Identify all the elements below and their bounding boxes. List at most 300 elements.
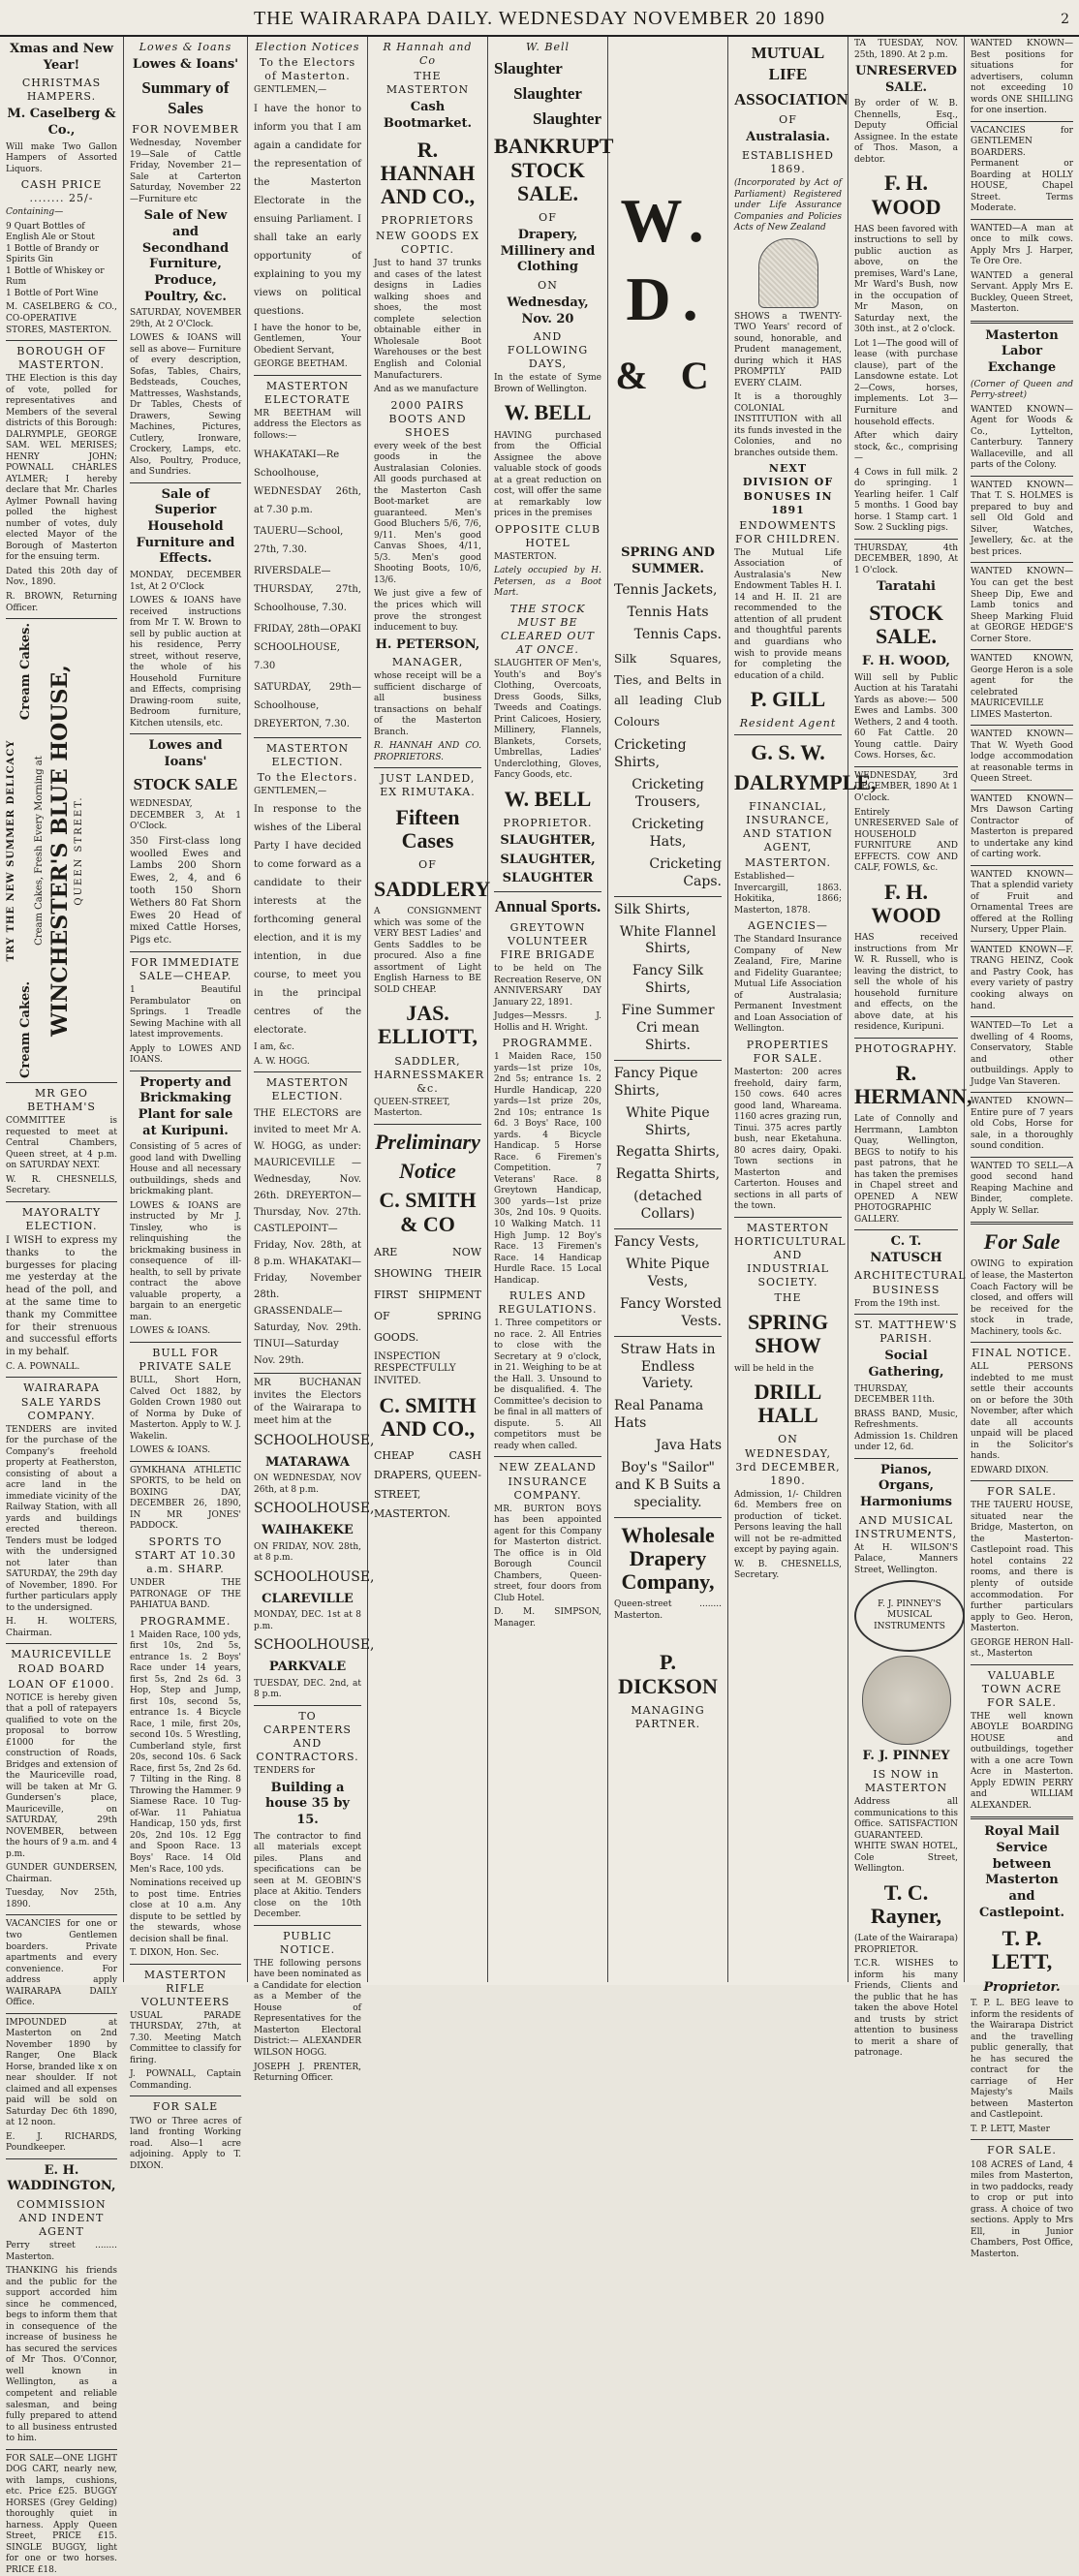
bonus: NEXT DIVISION OF BONUSES IN 1891: [742, 462, 834, 516]
rayner: T. C. Rayner,: [870, 1879, 942, 1928]
pinney-text: IS NOW in MASTERTON: [864, 1767, 948, 1794]
date-1: ON WEDNESDAY, NOV 26th, at 8 p.m.: [254, 1474, 361, 1495]
pinney: F. J. PINNEY: [862, 1749, 950, 1764]
schedule-4: FRIDAY, 28th—OPAKI SCHOOLHOUSE, 7.30: [254, 623, 361, 671]
mon-date: MONDAY, DECEMBER 1st, At 2 O'Clock: [130, 570, 241, 592]
loan-date: Tuesday, Nov 25th, 1890.: [6, 1888, 117, 1909]
lett-sig: T. P. LETT, Master: [971, 2124, 1050, 2134]
straw-hats: Straw Hats in Endless Variety.: [620, 1341, 716, 1392]
nb: We just give a few of the prices which will prove the strongest inducement to buy.: [374, 589, 481, 634]
date-2: ON FRIDAY, NOV. 28th, at 8 p.m.: [254, 1541, 361, 1564]
dickson: P. DICKSON: [618, 1650, 718, 1698]
wbell-title-2: W. BELL: [504, 786, 592, 811]
impounded-sig: E. J. RICHARDS, Poundkeeper.: [6, 2131, 117, 2154]
regatta-1: Regatta Shirts,: [615, 1144, 721, 1161]
colonial: It is a thoroughly COLONIAL INSTITUTION with all its funds invested in the Colonies, and no branches outside them.: [734, 392, 842, 458]
elliott-addr: QUEEN-STREET, Masterton.: [374, 1097, 450, 1119]
wanted-8: WANTED KNOWN—That W. Wyeth Good lodge accommodation at reasonable terms in Queen Street.: [971, 729, 1073, 785]
detached-collars: (detached Collars): [633, 1189, 702, 1223]
silk-squares: Silk Squares, Ties, and Belts in all leading Club Colours: [614, 651, 722, 729]
mauriceville-heading: MAURICEVILLE ROAD BOARD: [11, 1648, 112, 1675]
masthead: [0, 0, 1079, 37]
pique-1: Fancy Pique Shirts,: [614, 1065, 698, 1099]
unreserved-text: By order of W. B. Chennells, Esq., Deputy Official Assignee. In the estate of Thos. Mason, a debtor.: [854, 99, 958, 165]
hannah-title: R. HANNAH AND CO.,: [380, 137, 476, 208]
wilson: At H. WILSON'S Palace, Manners Street, Wellington.: [854, 1542, 958, 1575]
bell-wednesday: Wednesday, Nov. 20: [507, 295, 589, 326]
hogg-sig: A. W. HOGG.: [254, 1056, 310, 1067]
pique-2: White Pique Shirts,: [626, 1104, 710, 1138]
dalrymple: DALRYMPLE,: [734, 769, 877, 794]
drill-sig: W. B. CHESNELLS, Secretary.: [734, 1559, 842, 1581]
wanted-10: WANTED KNOWN—That a splendid variety of Fruit and Ornamental Trees are offered at the Rolling Nursery, Upper Plain.: [971, 869, 1073, 936]
taratahi: Taratahi: [877, 579, 936, 595]
wd-logo: W. D.: [620, 185, 716, 334]
sales-text: Wednesday, November 19—Sale of Cattle Friday, November 21—Sale at Carterton Saturday, November 22—Furniture etc: [130, 139, 241, 204]
fhwood-text: HAS been favored with instructions to sell by public auction as above, on the premises, Ward's Lane, Mr Ward's Bush, now in the occupation of Mr Mason, on Saturday next, the 30th inst., at 2 o'clock.: [854, 224, 958, 335]
column-9: [965, 37, 1079, 2259]
mayoralty-heading: MAYORALTY ELECTION.: [21, 1205, 102, 1232]
winchester-try: TRY THE NEW SUMMER DELICACY: [6, 739, 16, 962]
queen-street: Queen-street ........ Masterton.: [614, 1599, 722, 1621]
greytown: GREYTOWN VOLUNTEER FIRE BRIGADE: [500, 920, 596, 961]
gentlemen-2: GENTLEMEN,—: [254, 786, 327, 796]
column-5: [488, 37, 614, 1982]
waddington-text: THANKING his friends and the public for the support accorded him since he commenced, begs to inform them that in consequence of the increase of business he has secured the services of Mr Thos. O'Connor, well known in Wellington, as a competent and reliable salesman, and being fully prepared to attend to all business entrusted to him.: [6, 2266, 117, 2444]
fhwood-2: F. H. WOOD,: [862, 654, 950, 669]
column-4: [368, 37, 491, 1982]
hermann: R. HERMANN,: [854, 1060, 972, 1108]
manager-text: whose receipt will be a sufficient discharge of all business transactions on behalf of the Masterton Branch.: [374, 671, 481, 737]
elliott-sub: SADDLER, HARNESSMAKER &c.: [374, 1054, 485, 1095]
mon-text: LOWES & IOANS have received instructions from Mr T. W. Brown to sell by public auction at his residence, Perry street, without reserve, the whole of his Household Furniture and Effects, comprising Drawing-room suite, Bedroom furniture, Kitchen utensils, etc.: [130, 596, 241, 729]
unreserved: UNRESERVED SALE.: [855, 64, 957, 95]
rifle-sig: J. POWNALL, Captain Commanding.: [130, 2069, 241, 2091]
will-be: will be held in the: [734, 1363, 815, 1374]
winchester-blue-house: WINCHESTER'S BLUE HOUSE,: [47, 665, 74, 1037]
bankrupt: BANKRUPT STOCK SALE.: [494, 134, 614, 205]
wanted-1: WANTED KNOWN—Best positions for situations for advertisers, column not exceeding 10 words ONE SHILLING for one insertion.: [971, 39, 1073, 116]
hermann-text: Late of Connolly and Herrmann, Lambton Quay, Wellington, BEGS to notify to his past patrons, that he has taken the premises in Chapel street and OPENED A NEW PHOTOGRAPHIC GALLERY.: [854, 1114, 958, 1225]
hogg-close: I am, &c.: [254, 1042, 294, 1053]
for-sale-text: FOR SALE—ONE LIGHT DOG CART, nearly new, with lamps, cushions, etc. Price £25. BUGGY HORSES (Grey Gelding) thoroughly quiet in harness. Apply Queen Street, PRICE £15. SINGLE BUGGY, light for one or two horses. PRICE £18.: [6, 2453, 117, 2575]
sch-2: SCHOOLHOUSE,: [254, 1501, 375, 1517]
column-3: [248, 37, 375, 2084]
of-label: OF: [539, 210, 557, 224]
slaughter-1: Slaughter: [494, 59, 563, 78]
kiln-text: LOWES & IOANS are instructed by Mr J. Tinsley, who is relinquishing the brickmaking business in consequence of ill-health, to sell by private contract the above valuable property, a bargain to an energetic man.: [130, 1200, 241, 1322]
patrons: UNDER THE PATRONAGE OF THE PAHIATUA BAND.: [130, 1578, 241, 1611]
public-sig: JOSEPH J. PRENTER, Returning Officer.: [254, 2062, 361, 2084]
financial: FINANCIAL, INSURANCE, AND STATION AGENT,: [743, 799, 833, 853]
new-goods: NEW GOODS EX COPTIC.: [376, 230, 479, 257]
slaughter-6: SLAUGHTER: [502, 871, 594, 886]
taueru: THE TAUERU HOUSE, situated near the Bridge, Masterton, on the Masterton-Castlepoint road. This hotel contains 22 rooms, and there is plenty of outside accommodation. For further particulars apply to Geo. Heron, Masterton.: [971, 1501, 1073, 1634]
election3-heading: MASTERTON ELECTION.: [265, 1076, 350, 1103]
sports-programme-text: 1 Maiden Race, 150 yards—1st prize 10s, 2nd 5s; entrance 1s. 2 Hurdle Handicap, 220 yards—1st prize 20s, 2nd 10s; entrance 1s 6d. 3 Boys' Race, 100 yards. 4 Bicycle Handicap. 5 Horse Race. 6 Firemen's Competition. 7 Veterans' Race. 8 Greytown Handicap, 300 yards—1st prize 30s, 2nd 10s. 9 Quoits. 10 Walking Match. 11 High Jump. 12 Boy's Race. 13 Firemen's Race. 14 Handicap Hurdle Race. 15 Local Handicap.: [494, 1052, 601, 1286]
electors-close: I have the honor to be, Gentlemen, Your Obedient Servant,: [254, 323, 361, 356]
col4-header: R Hannah and Co: [383, 41, 473, 68]
silk-shirts: Silk Shirts,: [614, 901, 691, 917]
impounded-text: IMPOUNDED at Masterton on 2nd November 1890 by Ranger, One Black Horse, branded like x on near shoulder. If not claimed and all expenses paid will be sold on Saturday Dec 6th 1890, at 12 noon.: [6, 2017, 117, 2128]
lowes-title: Lowes & Ioans': [132, 57, 239, 73]
mutual-of: OF: [779, 113, 797, 127]
sat-text: LOWES & IOANS will sell as above— Furniture of every description, Sofas, Tables, Chairs, Bedsteads, Couches, Mattresses, Washstands, Dr Tables, Chests of Drawers, Sewing Machines, Pictures, Cutlery, Ironware, Crockery, Lamps, etc. Also, Poultry, Produce, and Sundries.: [130, 333, 241, 478]
column-7: [728, 37, 877, 1982]
winchester-street: QUEEN STREET.: [74, 795, 85, 906]
wanted-12: WANTED—To Let a dwelling of 4 Rooms, Conservatory, Stable and other outbuildings. Apply to Judge Van Staveren.: [971, 1021, 1073, 1087]
social-text: BRASS BAND, Music, Refreshments. Admission 1s. Children under 12, 6d.: [854, 1409, 958, 1453]
sale-yards-sig: H. H. WOLTERS, Chairman.: [6, 1617, 117, 1638]
wanted-6: WANTED KNOWN—You can get the best Sheep Dip, Ewe and Lamb tonics and Sheep Marking Fluid at GEORGE HEDGE'S Corner Store.: [971, 567, 1073, 644]
bethams-heading: MR GEO BETHAM'S: [27, 1087, 96, 1114]
vests-1: Fancy Vests,: [614, 1234, 699, 1251]
wanted-9: WANTED KNOWN—Mrs Dawson Carting Contractor of Masterton is prepared to undertake any kind of carting work.: [971, 793, 1073, 860]
pairs: 2000 PAIRS BOOTS AND SHOES: [388, 398, 467, 439]
wanted-3: WANTED a general Servant. Apply Mrs E. Buckley, Queen Street, Masterton.: [971, 270, 1073, 315]
wholesale-drapery: Wholesale Drapery Company,: [621, 1522, 715, 1595]
motto: SHOWS a TWENTY-TWO Years' record of sound, honorable, and Prudent management, during which it HAS PROMPTLY PAID EVERY CLAIM.: [734, 311, 842, 388]
pinney-logo: F. J. PINNEY'S MUSICAL INSTRUMENTS: [854, 1580, 965, 1652]
summer-shirts: Fine Summer Cri mean Shirts.: [621, 1003, 715, 1053]
private-sig: Apply to LOWES AND IOANS.: [130, 1043, 241, 1066]
schedule-5: SATURDAY, 29th—Schoolhouse, DREYERTON, 7.30.: [254, 681, 361, 729]
stock-sale: STOCK SALE.: [869, 600, 943, 649]
drill-text: Admission, 1/- Children 6d. Members free on production of ticket. Persons leaving the hall will not be re-admitted except by paying again.: [734, 1489, 842, 1556]
annual-sports: Annual Sports.: [494, 897, 601, 916]
sch-1: SCHOOLHOUSE,: [254, 1432, 375, 1448]
tenders: TENDERS for: [254, 1766, 316, 1777]
gym-rules-sig: T. DIXON, Hon. Sec.: [130, 1948, 219, 1959]
sports-start: SPORTS TO START AT 10.30 a.m. SHARP.: [135, 1535, 236, 1575]
natusch: C. T. NATUSCH: [870, 1234, 942, 1265]
for-november: FOR NOVEMBER: [132, 123, 239, 137]
lett-text: T. P. L. BEG leave to inform the residents of the Wairarapa District and the travelling public generally, that he has secured the contract for the carriage of Her Majesty's Mails between Masterton and Castlepoint.: [971, 1999, 1073, 2121]
wed: WEDNESDAY, 3rd DECEMBER, 1890 At 1 O'clock.: [854, 770, 958, 803]
spring-show: SPRING SHOW: [747, 1310, 829, 1358]
xmas-sub: CHRISTMAS HAMPERS.: [21, 77, 102, 104]
winchester-fresh: Cream Cakes, Fresh Every Morning at: [34, 756, 46, 946]
social-date: THURSDAY, DECEMBER 11th.: [854, 1383, 936, 1406]
column-6: [608, 37, 728, 1982]
wanted-2: WANTED—A man at once to milk cows. Apply Mrs J. Harper, Te Ore Ore.: [971, 223, 1073, 267]
slaughter-5: SLAUGHTER,: [500, 852, 596, 867]
endow: ENDOWMENTS FOR CHILDREN.: [735, 518, 841, 545]
regatta-2: Regatta Shirts,: [615, 1166, 721, 1183]
wanted-4: WANTED KNOWN—Agent for Woods & Co., Lyttelton, Canterbury. Tannery Wallaceville, and all parts of the Colony.: [971, 404, 1073, 471]
stock-heading: Lowes and Ioans': [148, 738, 223, 769]
worsted-vests: Fancy Worsted Vests.: [620, 1295, 722, 1329]
resident-agent: Resident Agent: [739, 717, 837, 730]
bull-sig: LOWES & IOANS.: [130, 1445, 211, 1456]
col2-header: Lowes & Ioans: [139, 41, 232, 53]
cricket-caps: Cricketing Caps.: [649, 855, 722, 889]
after: After which dairy stock, &c., comprising—: [854, 431, 958, 464]
panama-hats: Real Panama Hats: [614, 1398, 704, 1432]
columns: [0, 37, 1079, 2575]
schedule-2: TAUERU—School, 27th, 7.30.: [254, 525, 344, 555]
wanted-13: WANTED KNOWN—Entire pure of 7 years old Cobs, Horse for sale, in a thoroughly sound condition.: [971, 1097, 1073, 1152]
pianos: Pianos, Organs, Harmoniums: [860, 1462, 952, 1509]
saddlery-text: A CONSIGNMENT which was some of the VERY BEST Ladies' and Gents Saddles to be procured. Also a fine assortment of Light English Harness to BE SOLD CHEAP.: [374, 907, 481, 995]
loan-heading: LOAN OF £1000.: [8, 1677, 115, 1691]
schedule-3: RIVERSDALE—THURSDAY, 27th, Schoolhouse, 7.30.: [254, 565, 361, 613]
slaughter-3: Slaughter: [533, 109, 601, 128]
bell-list: SLAUGHTER OF Men's, Youth's and Boy's Clothing, Overcoats, Dress Goods, Silks, Tweeds and Coatings. Print Calicoes, Hosiery, Millinery, Flannels, Blankets, Corsets, Umbrellas, Ladies' Underclothing, Gloves, Fancy Goods, etc.: [494, 659, 601, 781]
gym-programme: PROGRAMME.: [139, 1614, 231, 1628]
borough-dated: Dated this 20th day of Nov., 1890.: [6, 566, 117, 588]
on-label: ON: [538, 278, 558, 292]
place-clareville: CLAREVILLE: [262, 1591, 354, 1606]
musical: AND MUSICAL INSTRUMENTS,: [854, 1513, 958, 1540]
gsw: G. S. W.: [751, 740, 825, 765]
loan-text: NOTICE is hereby given that a poll of ratepayers qualified to vote on the proposal to borrow £1000 for the construction of Roads, Bridges and extension of the Mauriceville road, will be taken at Mr G. Gundersen's place, Mauriceville, on SATURDAY, 29th NOVEMBER, between the hours of 9 a.m. and 4 p.m.: [6, 1692, 117, 1859]
public-text: THE following persons have been nominated as a Candidate for election as a Member of the House of Representatives for the Masterton Electoral District:— ALEXANDER WILSON HOGG.: [254, 1958, 361, 2058]
fancy-silk: Fancy Silk Shirts,: [632, 963, 704, 997]
mayoralty-sig: C. A. POWNALL.: [6, 1361, 80, 1372]
tennis-hats: Tennis Hats: [627, 605, 709, 621]
masthead-title: THE WAIRARAPA DAILY. WEDNESDAY NOVEMBER 20 1890: [253, 8, 826, 29]
cricket-trousers: Cricketing Trousers,: [632, 777, 704, 811]
wbell-title: W. BELL: [504, 400, 592, 425]
drapers: CHEAP CASH DRAPERS, QUEEN-STREET, MASTERTON.: [374, 1449, 481, 1520]
electors-text: I have the honor to inform you that I am again a candidate for the representation of the Masterton Electorate in the ensuing Parliament. I shall take an early opportunity of explaining to you my views on political questions.: [254, 103, 361, 317]
cash-price: CASH PRICE ........ 25/-: [20, 178, 103, 205]
to-be-held: to be held on The Recreation Reserve, ON ANNIVERSARY DAY January 22, 1891.: [494, 964, 601, 1008]
borough-text: THE Election is this day of vote, polled for representatives and Members of the several districts of this Borough: DALRYMPLE, GEORGE SAM. WEL MERISES; HENRY JOHN; POWNALL CHARLES AYLMER; I hereby declare that Mr. Charles Aylmer Pownall having polled the highest number of votes, duly elected Mayor of the Borough of Masterton for the ensuing term.: [6, 374, 117, 563]
bethams-sig: W. R. CHESNELLS, Secretary.: [6, 1174, 117, 1196]
mutual-1: MUTUAL LIFE: [751, 44, 825, 83]
the-label: THE: [774, 1291, 802, 1305]
column-2: [124, 37, 248, 2171]
superior-heading: Sale of Superior Household Furniture and Effects.: [136, 486, 235, 567]
heron: GEORGE HERON Hall-st., Masterton: [971, 1637, 1073, 1660]
list-item: 1 Bottle of Brandy or Spirits Gin: [6, 243, 100, 265]
gym-programme-text: 1 Maiden Race, 100 yds, first 10s, 2nd 5s, entrance 1s. 2 Boys' Race under 14 years, first 5s, 2nd 2s 6d. 3 Hop, Step and Jump, first 10s, second 5s, entrance 1s. 4 Bicycle Race, 1 mile, first 20s, second 10s. 5 Wrestling, Cumberland style, first 20s, second 10s. 6 Sack Race, first 5s, 2nd 2s 6d. 7 Tilting in the Ring. 8 Throwing the Hammer. 9 Siamese Race. 10 Tug-of-War. 11 Pahiatua Handicap, 150 yds, first 20s, 2nd 10s. 12 Egg and Spoon Race. 13 Boys' Race. 14 Old Men's Race, 100 yds.: [130, 1629, 241, 1875]
for-sale-heading: For Sale: [983, 1229, 1061, 1255]
gentlemen: GENTLEMEN,—: [254, 85, 327, 96]
place-waihakeke: WAIHAKEKE: [262, 1523, 354, 1538]
date-3: MONDAY, DEC. 1st at 8 p.m.: [254, 1610, 361, 1631]
lately: Lately occupied by H. Petersen, as a Boot Mart.: [494, 566, 601, 599]
caselberg-text: Will make Two Gallon Hampers of Assorted Liquors.: [6, 141, 117, 174]
bull-heading: BULL FOR PRIVATE SALE: [139, 1346, 232, 1374]
manager: MANAGER,: [391, 656, 464, 669]
hannah-prices: And as we manufacture: [374, 385, 478, 395]
buchanan-text: MR BUCHANAN invites the Electors of the Wairarapa to meet him at the: [254, 1378, 361, 1426]
bethams-text: COMMITTEE is requested to meet at Central Chambers, Queen street, at 4 p.m. on SATURDAY NEXT.: [6, 1116, 117, 1171]
drapery: Drapery, Millinery and Clothing: [500, 227, 596, 275]
vacancies: VACANCIES for GENTLEMEN BOARDERS. Permanent or Boarding at HOLLY HOUSE, Chapel Street. Terms Moderate.: [971, 125, 1073, 214]
wanted-11: WANTED KNOWN—F. TRANG HEINZ, Cook and Pastry Cook, has every variety of pastry cooking always on hand.: [971, 945, 1073, 1011]
established-2: Established—Invercargill, 1863. Hokitika, 1866; Masterton, 1878.: [734, 872, 842, 916]
schedule-1: WHAKATAKI—Re Schoolhouse, WEDNESDAY 26th, at 7.30 p.m.: [254, 449, 361, 515]
endow-text: The Mutual Life Association of Australasia's New Endowment Tables H. I. 14 and H. II. 21 are recommended to the attention of all prudent and thoughtful parents and guardians who wish to provide means for completing the education of a child.: [734, 547, 842, 681]
valuable: VALUABLE TOWN ACRE FOR SALE.: [981, 1668, 1063, 1709]
gym-rules: Nominations received up to post time. Entries close at 10 a.m. Any dispute to be settled by the stewards, whose decision shall be final.: [130, 1878, 241, 1944]
lett-proprietor: Proprietor.: [983, 1979, 1061, 1995]
public-notice-heading: PUBLIC NOTICE.: [279, 1929, 336, 1956]
valuable-text: THE well known ABOYLE BOARDING HOUSE and outbuildings, together with a one acre Town Acre in Masterton. Apply EDWIN PERRY and WILLIAM ALEXANDER.: [971, 1711, 1073, 1811]
list-item: 9 Quart Bottles of English Ale or Stout: [6, 221, 95, 243]
tuesday: TA TUESDAY, NOV. 25th, 1890. At 2 p.m.: [854, 39, 958, 60]
bull-text: BULL, Short Horn, Calved Oct 1882, by Golden Crown 1980 out of Norma by Duke of Masterton. Apply to W. J. Wakelin.: [130, 1376, 241, 1442]
sch-3: SCHOOLHOUSE,: [254, 1568, 375, 1585]
caselberg-title: M. Caselberg & Co.,: [7, 107, 116, 139]
must-clear: THE STOCK MUST BE CLEARED OUT AT ONCE.: [501, 602, 595, 657]
beetham-text: MR BEETHAM will address the Electors as follows:—: [254, 408, 361, 441]
established: ESTABLISHED 1869.: [742, 148, 834, 176]
sale-new-heading: Sale of New and Secondhand Furniture, Produce, Poultry, &c.: [141, 208, 230, 304]
fhwood-3: F. H. WOOD: [871, 879, 941, 927]
java-hats: Java Hats: [655, 1438, 722, 1454]
the-masterton: THE MASTERTON: [385, 70, 470, 97]
gill: P. GILL: [750, 687, 826, 712]
csmith-text: ARE NOW SHOWING THEIR FIRST SHIPMENT OF SPRING GOODS.: [374, 1245, 481, 1344]
drill-date: ON WEDNESDAY, 3rd DECEMBER, 1890.: [735, 1433, 841, 1487]
waddington-sub: COMMISSION AND INDENT AGENT: [16, 2198, 107, 2239]
loan-sig: GUNDER GUNDERSEN, Chairman.: [6, 1863, 117, 1884]
rules-heading: RULES AND REGULATIONS.: [498, 1289, 598, 1317]
slaughter-4: SLAUGHTER,: [500, 833, 596, 849]
photo: PHOTOGRAPHY.: [854, 1041, 958, 1055]
final-sig: EDWARD DIXON.: [971, 1465, 1049, 1475]
nz-sig: D. M. SIMPSON, Manager.: [494, 1607, 601, 1629]
property-heading: Property and Brickmaking Plant for sale at Kuripuni.: [138, 1074, 233, 1138]
nz-insurance: NEW ZEALAND INSURANCE COMPANY.: [499, 1461, 597, 1502]
electors-sig: GEORGE BEETHAM.: [254, 359, 348, 370]
winchester-vertical-ad: [6, 623, 117, 1078]
wd-and-c: & C: [615, 354, 721, 398]
slaughter-2: Slaughter: [513, 83, 582, 103]
to-electors: To the Electors of Masterton.: [259, 56, 356, 83]
acres-108: 108 ACRES of Land, 4 miles from Masterton, in two paddocks, ready to crop or put into grass. A choice of two sections. Apply to Mrs Ell, in Junior Chambers, Post Office, Masterton.: [971, 2159, 1073, 2259]
mutual-crest-icon: [758, 238, 818, 308]
column-8: [848, 37, 972, 2059]
sailor-suits: Boy's "Sailor" and K B Suits a speciality.: [614, 1460, 722, 1510]
for-sale-3: FOR SALE.: [987, 2144, 1057, 2157]
saddlery: SADDLERY: [374, 876, 491, 901]
australasia: Australasia.: [746, 130, 830, 145]
col3-header: Election Notices: [255, 41, 360, 53]
of-label: OF: [418, 857, 437, 871]
social: Social Gathering,: [868, 1349, 944, 1380]
horticultural: MASTERTON HORTICULTURAL AND INDUSTRIAL SOCIETY.: [734, 1221, 847, 1289]
gymkhana-text: GYMKHANA ATHLETIC SPORTS, to be held on BOXING DAY, DECEMBER 26, 1890, IN MR JONES' PADDOCK.: [130, 1465, 241, 1532]
stock-date: WEDNESDAY, DECEMBER 3, At 1 O'Clock.: [130, 799, 241, 832]
notice: Notice: [399, 1159, 456, 1184]
csmith-title: C. SMITH & CO: [379, 1188, 477, 1236]
place-parkvale: PARKVALE: [268, 1660, 347, 1675]
props-sale: PROPERTIES FOR SALE.: [746, 1038, 830, 1065]
cash-bootmarket: Cash Bootmarket.: [383, 100, 473, 131]
hannah-proprietors: PROPRIETORS: [381, 214, 475, 228]
rifle-text: USUAL PARADE THURSDAY, 27th, at 7.30. Meeting Match Committee to classify for firing.: [130, 2010, 241, 2065]
wanted-5: WANTED KNOWN—That T. S. HOLMES is prepared to buy and sell Old Gold and Silver, Watches, Jewellery, &c. at the best prices.: [971, 480, 1073, 557]
date-4: TUESDAY, DEC. 2nd, at 8 p.m.: [254, 1678, 361, 1700]
contractors-heading: TO CARPENTERS AND CONTRACTORS.: [256, 1709, 359, 1764]
incorp: (Incorporated by Act of Parliament) Registered under Life Assurance Companies and Policies Acts of New Zealand: [734, 178, 842, 233]
tennis-jackets: Tennis Jackets,: [614, 582, 718, 599]
prices-text: every week of the best goods in the Australasian Colonies. All goods purchased at the Masterton Cash Boot-market are guaranteed. Men's Good Bluchers 5/6, 7/6, 9/11. Men's good Canvas Shoes, 4/11, 5/3. Men's good Shooting Boots, 10/6, 13/6.: [374, 441, 481, 585]
sat-date: SATURDAY, NOVEMBER 29th, At 2 O'Clock.: [130, 308, 241, 329]
pinney-addr: Address all communications to this Office. SATISFACTION GUARANTEED. WHITE SWAN HOTEL, Cole Street, Wellington.: [854, 1797, 958, 1875]
nz-text: MR. BURTON BOYS has been appointed agent for this Company for Masterton district. The office is in Old Borough Council Chambers, Queen-street, four doors from Club Hotel.: [494, 1504, 601, 1603]
stock-text: 350 First-class long woolled Ewes and Lambs 200 Shorn Ewes, 2, 4, and 6 tooth 150 Shorn Wethers 80 Fat Shorn Ewes 20 Head of mixed Cattle Horses, Pigs etc.: [130, 835, 241, 947]
wanted-7: WANTED KNOWN, George Heron is a sole agent for the celebrated MAURICEVILLE LIMES Masterton.: [971, 654, 1073, 720]
managing-partner: MANAGING PARTNER.: [631, 1703, 705, 1730]
sale-yards-heading: WAIRARAPA SALE YARDS COMPANY.: [20, 1381, 103, 1422]
page-number: 2: [1061, 12, 1069, 27]
lots: Lot 1—The good will of lease (with purchase clause), part of the Lansdowne estate. Lot 2—Cows, horses, implements. Lot 3—Furniture and household effects.: [854, 338, 958, 427]
for-sale-2: FOR SALE.: [987, 1485, 1057, 1499]
bell-text: HAVING purchased from the Official Assignee the above valuable stock of goods at a great reduction on cost, will offer the same at remarkably low prices in the premises: [494, 430, 601, 519]
unreserved-2: Entirely UNRESERVED Sale of HOUSEHOLD FURNITURE AND EFFECTS. COW AND CALF, FOWLS, &c.: [854, 807, 958, 874]
thursday: THURSDAY, 4th DECEMBER, 1890, At 1 O'clock.: [854, 543, 958, 575]
borough-heading: BOROUGH OF MASTERTON.: [16, 345, 107, 372]
tcr: T.C.R. WISHES to inform his many Friends, Clients and the public that he has taken the above Hotel and trusts by strict attention to business to merit a share of patronage.: [854, 1959, 958, 2059]
matthews: ST. MATTHEW'S PARISH.: [854, 1319, 958, 1346]
building: Building a house 35 by 15.: [265, 1780, 350, 1827]
agencies-text: The Standard Insurance Company of New Zealand, Fire, Marine and Fidelity Guarantee; Mutual Life Association of Australasia; Permanent Investment and Loan Association of Wellington.: [734, 935, 842, 1035]
col7-masterton: MASTERTON.: [745, 856, 831, 869]
final-text: ALL PERSONS indebted to me must settle their accounts on or before the 30th November, after which date all accounts unpaid will be placed in the Solicitor's hands.: [971, 1362, 1073, 1462]
tennis-caps: Tennis Caps.: [633, 627, 722, 643]
musician-figure-icon: [862, 1656, 951, 1745]
peterson: H. PETERSON,: [375, 636, 480, 652]
inspection: INSPECTION RESPECTFULLY INVITED.: [374, 1350, 456, 1387]
property-text: Consisting of 5 acres of good land with Dwelling House and all necessary outbuildings, sheds and brickmaking plant.: [130, 1142, 241, 1197]
winchester-cream-left: Cream Cakes.: [17, 980, 33, 1079]
mutual-2: ASSOCIATION: [734, 89, 848, 109]
drill-hall: DRILL HALL: [754, 1380, 822, 1428]
fifteen-cases: Fifteen Cases: [395, 804, 460, 853]
col2-for-sale-text: TWO or Three acres of land fronting Working road. Also—1 acre adjoining. Apply to T. DIXON.: [130, 2116, 241, 2171]
vests-2: White Pique Vests,: [626, 1257, 710, 1289]
col2-for-sale: FOR SALE: [152, 2100, 219, 2114]
summary-sales: Summary of Sales: [141, 78, 230, 118]
coop-stores: M. CASELBERG & CO., CO-OPERATIVE STORES, MASTERTON.: [6, 302, 117, 335]
column-1: [0, 37, 124, 2575]
preliminary: Preliminary: [375, 1129, 480, 1154]
stock-list: 4 Cows in full milk. 2 do springing. 1 Yearling heifer. 1 Calf 5 months. 1 Good bay horse. 1 Stamp cart. 1 Sow. 2 Suckling pigs.: [854, 467, 958, 534]
for-sale-text: OWING to expiration of lease, the Masterton Coach Factory will be closed, and offers will be received for the stock in trade, Machinery, tools &c.: [971, 1259, 1073, 1337]
architect: ARCHITECTURAL BUSINESS: [854, 1269, 967, 1296]
opposite: OPPOSITE CLUB HOTEL: [494, 522, 601, 549]
vacancies-text: VACANCIES for one or two Gentlemen boarders. Private apartments and every convenience. For address apply WAIRARAPA DAILY Office.: [6, 1919, 117, 2008]
wanted-14: WANTED TO SELL—A good second hand Reaping Machine and Binder, complete. Apply W. Sellar.: [971, 1161, 1073, 1216]
stock-text: Will sell by Public Auction at his Taratahi Yards as above:— 500 Ewes and Lambs. 300 Wethers, 2 and 4 tooth. 60 Fat Cattle. 20 Young cattle. Dairy Cows. Horses, &c.: [854, 672, 958, 761]
cricket-shirts: Cricketing Shirts,: [614, 737, 687, 771]
mayoralty-text: I WISH to express my thanks to the burgesses for placing me yesterday at the head of the poll, and at the same time to thank my Committee for their strenuous and successful efforts in my behalf.: [6, 1234, 117, 1358]
bell-proprietor: PROPRIETOR.: [503, 817, 593, 830]
labor-exchange: Masterton Labor Exchange: [985, 327, 1059, 376]
borough-returning: R. BROWN, Returning Officer.: [6, 591, 117, 613]
building-text: The contractor to find all materials except piles. Plans and specifications can be seen at M. GEOBIN'S place at Akitio. Tenders close on the 10th December.: [254, 1831, 361, 1920]
judges: Judges—Messrs. J. Hollis and H. Wright.: [494, 1011, 601, 1033]
lett: T. P. LETT,: [991, 1926, 1053, 1974]
bell-masterton: MASTERTON.: [494, 551, 557, 562]
stock-sale-heading: STOCK SALE: [133, 775, 238, 794]
labor-sub: (Corner of Queen and Perry-street): [971, 379, 1073, 401]
waddington-title: E. H. WADDINGTON,: [7, 2162, 116, 2194]
elliott-title: JAS. ELLIOTT,: [378, 1001, 478, 1049]
xmas-heading: Xmas and New Year!: [10, 42, 113, 73]
containing: Containing—: [6, 207, 64, 218]
following: AND FOLLOWING DAYS,: [507, 330, 589, 371]
private-items: 1 Beautiful Perambulator on Springs. 1 Treadle Sewing Machine with all latest improvements.: [130, 985, 241, 1040]
list-item: 1 Bottle of Whiskey or Rum: [6, 265, 105, 288]
